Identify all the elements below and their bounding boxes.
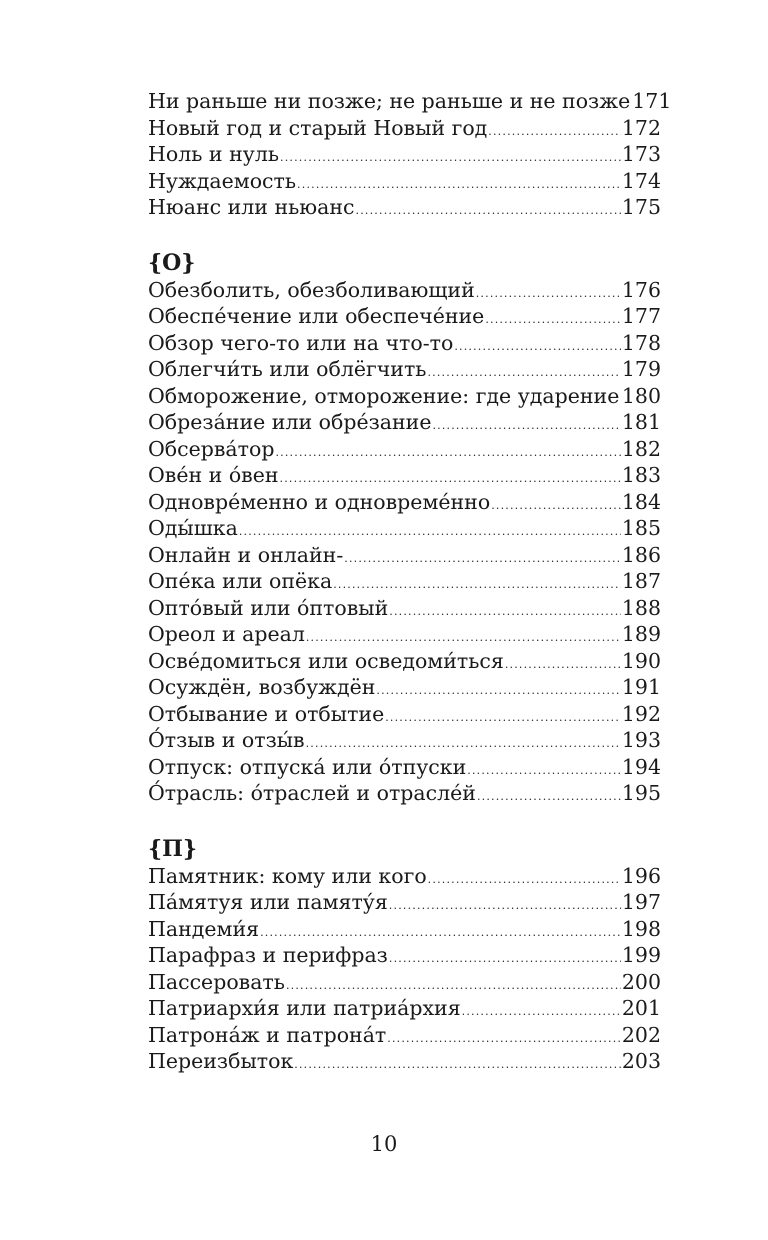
entry-page: 182	[621, 436, 661, 461]
entry-title: Ноль и нуль	[148, 142, 280, 166]
entry-title: Опто́вый или о́птовый	[148, 595, 389, 620]
toc-entry	[148, 889, 661, 916]
toc-entry	[148, 115, 661, 142]
entry-title: Отпуск: отпуска́ или о́тпуски	[148, 754, 467, 779]
toc-entry	[148, 1048, 661, 1075]
toc-entry	[148, 515, 661, 542]
toc-entry	[148, 969, 661, 996]
toc-entry	[148, 863, 661, 890]
entry-page: 181	[621, 410, 661, 434]
entry-title: Обморожение, отморожение: где ударение	[148, 383, 620, 408]
dot-leader	[488, 119, 621, 146]
entry-title: О́трасль: о́траслей и отрасле́й	[148, 781, 476, 805]
dot-leader	[389, 946, 621, 973]
toc-entry	[148, 489, 661, 516]
entry-title: Обсерва́тор	[148, 436, 275, 461]
entry-title: Оды́шка	[148, 516, 238, 540]
entry-page: 192	[621, 701, 661, 726]
entry-page: 175	[621, 195, 661, 219]
entry-title: Опе́ка или опёка	[148, 569, 333, 593]
dot-leader	[477, 784, 621, 811]
dot-leader	[385, 705, 621, 732]
section-heading-o: {О}	[148, 249, 196, 276]
entry-title: Обреза́ние или обре́зание	[148, 410, 432, 434]
toc-entry	[148, 995, 661, 1022]
page-number: 10	[370, 1132, 398, 1156]
entry-page: 187	[621, 569, 661, 593]
toc-entry	[148, 701, 661, 728]
entry-page: 198	[621, 916, 661, 941]
dot-leader	[387, 1026, 621, 1053]
toc-entry	[148, 648, 661, 675]
entry-page: 199	[621, 943, 661, 967]
dot-leader	[491, 493, 621, 520]
toc-entry	[148, 674, 661, 701]
entry-page: 186	[621, 542, 661, 567]
entry-title: Пандеми́я	[148, 916, 260, 941]
toc-entry	[148, 168, 661, 195]
dot-leader	[505, 652, 621, 679]
entry-page: 178	[621, 330, 661, 355]
entry-page: 172	[621, 115, 661, 140]
toc-entry	[148, 277, 661, 304]
entry-title: Одновре́менно и одновреме́нно	[148, 489, 491, 514]
entry-page: 188	[621, 595, 661, 620]
dot-leader	[467, 758, 621, 785]
dot-leader	[275, 440, 620, 467]
entry-page: 176	[621, 277, 661, 302]
toc-entry	[148, 194, 661, 221]
entry-title: Отбывание и отбытие	[148, 701, 385, 726]
entry-title: Па́мятуя или памяту́я	[148, 890, 388, 914]
entry-page: 202	[621, 1022, 661, 1047]
entry-title: Обезболить, обезболивающий	[148, 277, 475, 302]
entry-page: 190	[621, 648, 661, 673]
entry-page: 179	[621, 357, 661, 381]
toc-entry	[148, 141, 661, 168]
entry-page: 180	[621, 383, 661, 408]
dot-leader	[356, 198, 621, 225]
entry-page: 184	[621, 489, 661, 514]
dot-leader	[389, 599, 621, 626]
entry-page: 177	[621, 304, 661, 328]
entry-page: 189	[621, 622, 661, 646]
entry-title: Ореол и ареал	[148, 622, 305, 646]
entry-page: 183	[621, 463, 661, 487]
entry-title: Онлайн и онлайн-	[148, 542, 344, 567]
entry-title: Ове́н и о́вен	[148, 463, 279, 487]
entry-page: 185	[621, 516, 661, 540]
dot-leader	[280, 145, 621, 172]
dot-leader	[294, 1052, 621, 1079]
entry-title: Осве́домиться или осведоми́ться	[148, 648, 504, 673]
section-spacer	[148, 221, 661, 249]
toc-entry	[148, 436, 661, 463]
dot-leader	[376, 678, 620, 705]
entry-page: 197	[621, 890, 661, 914]
entry-title: Патрона́ж и патрона́т	[148, 1022, 387, 1047]
toc-entry	[148, 727, 661, 754]
entry-title: Новый год и старый Новый год	[148, 115, 488, 140]
entry-page: 171	[632, 89, 672, 113]
dot-leader	[620, 387, 621, 414]
entry-title: Патриархи́я или патриа́рхия	[148, 996, 461, 1020]
toc-entry	[148, 462, 661, 489]
entry-page: 200	[621, 969, 661, 994]
toc-entry	[148, 754, 661, 781]
dot-leader	[476, 281, 621, 308]
entry-page: 191	[621, 675, 661, 699]
entry-title: О́тзыв и отзы́в	[148, 728, 305, 752]
entry-title: Нюанс или ньюанс	[148, 195, 355, 219]
entry-title: Обеспе́чение или обеспече́ние	[148, 304, 485, 328]
dot-leader	[432, 413, 620, 440]
entry-title: Ни раньше ни позже; не раньше и не позже	[148, 89, 631, 113]
entry-title: Обзор чего-то или на что-то	[148, 330, 454, 355]
toc-entry	[148, 916, 661, 943]
dot-leader	[344, 546, 621, 573]
toc-entry	[148, 356, 661, 383]
entry-page: 195	[621, 781, 661, 805]
entry-title: Памятник: кому или кого	[148, 863, 427, 888]
entry-page: 201	[621, 996, 661, 1020]
toc-entry	[148, 383, 661, 410]
toc-entry	[148, 542, 661, 569]
section-spacer	[148, 807, 661, 835]
entry-page: 196	[621, 863, 661, 888]
dot-leader	[462, 999, 621, 1026]
toc-entry	[148, 621, 661, 648]
toc-entry	[148, 595, 661, 622]
toc-entry	[148, 330, 661, 357]
entry-page: 193	[621, 728, 661, 752]
entry-page: 203	[621, 1049, 661, 1073]
toc-entry	[148, 1022, 661, 1049]
toc-entry	[148, 568, 661, 595]
dot-leader	[389, 893, 621, 920]
entry-page: 174	[621, 168, 661, 193]
toc-entry	[148, 88, 672, 115]
entry-page: 173	[621, 142, 661, 166]
entry-title: Переизбыток	[148, 1049, 294, 1073]
section-heading-p: {П}	[148, 835, 198, 862]
toc-entry	[148, 780, 661, 807]
entry-title: Пассеровать	[148, 969, 285, 994]
dot-leader	[428, 867, 621, 894]
entry-title: Парафраз и перифраз	[148, 943, 388, 967]
toc-entry	[148, 303, 661, 330]
entry-title: Нуждаемость	[148, 168, 297, 193]
entry-page: 194	[621, 754, 661, 779]
toc-entry	[148, 409, 661, 436]
table-of-contents	[148, 88, 672, 1075]
entry-title: Осуждён, возбуждён	[148, 675, 376, 699]
toc-entry	[148, 942, 661, 969]
dot-leader	[485, 307, 621, 334]
dot-leader	[454, 334, 621, 361]
entry-title: Облегчи́ть или облёгчить	[148, 357, 427, 381]
